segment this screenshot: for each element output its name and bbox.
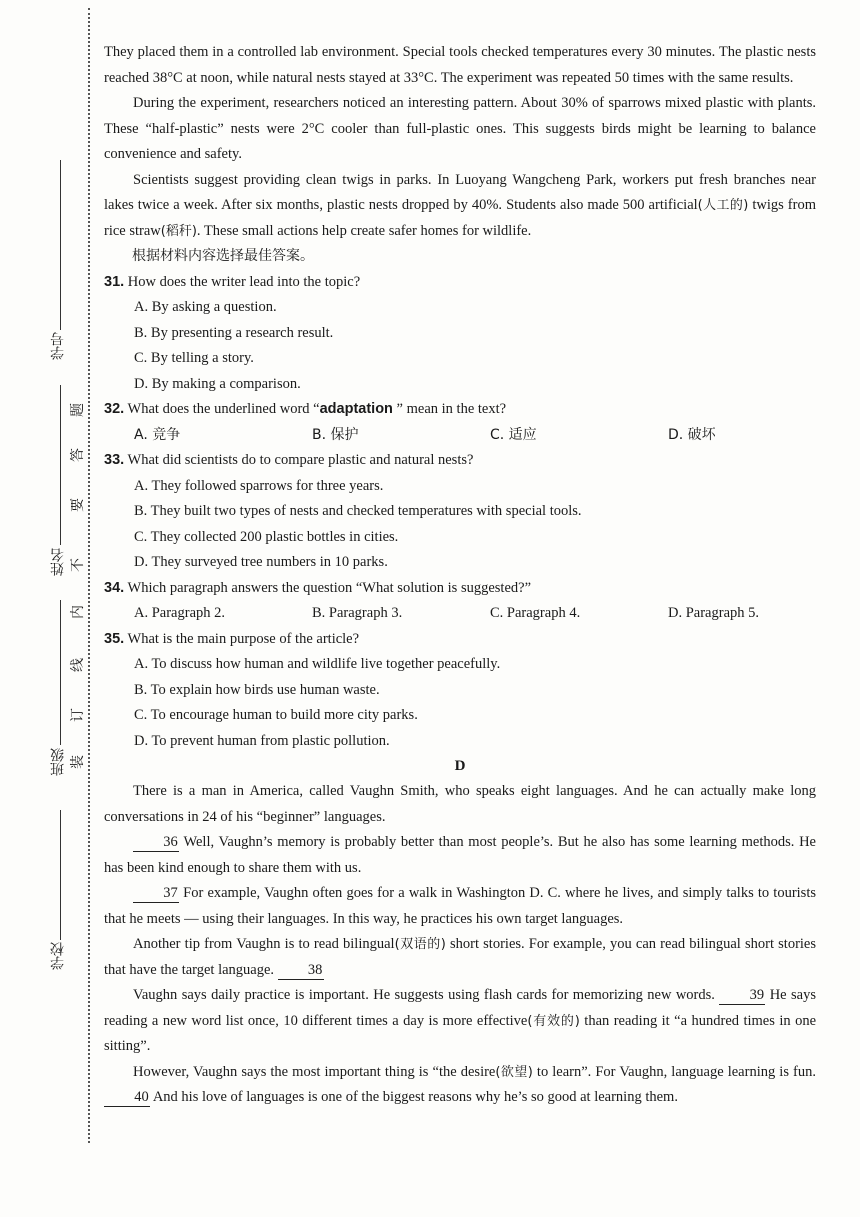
question-32 xyxy=(104,397,816,448)
cn-gloss: (双语的) xyxy=(394,937,446,952)
option-c[interactable]: C. Paragraph 4. xyxy=(490,605,581,621)
warning-char: 不 xyxy=(70,558,86,572)
text-run: than reading it “a hundred times in one sitting”. xyxy=(104,1012,816,1054)
name-line xyxy=(60,385,61,545)
blank-36[interactable]: 36 xyxy=(133,833,179,852)
question-35 xyxy=(104,627,816,755)
warning-char: 题 xyxy=(70,403,86,417)
option-a[interactable]: A. To discuss how human and wildlife live together peacefully. xyxy=(134,656,501,672)
text-run: . These small actions help create safer homes for wildlife. xyxy=(196,222,532,239)
text-run: to learn”. For Vaughn, language learning is fun. xyxy=(532,1063,816,1080)
question-34 xyxy=(104,576,816,627)
cn-gloss: (欲望) xyxy=(495,1064,533,1080)
option-b[interactable]: B. They built two types of nests and checked temperatures with special tools. xyxy=(134,503,582,519)
student-id-label: 学号 xyxy=(50,332,66,360)
passage-paragraph xyxy=(104,881,816,932)
text-run: He says reading a new word list once, 10 different times a day is more effective xyxy=(104,987,816,1029)
passage-paragraph xyxy=(104,983,816,1060)
passage-paragraph: There is a man in America, called Vaughn Smith, who speaks eight languages. And he can actually make long conversations in 24 of his “beginner” languages. xyxy=(104,783,816,825)
text-run: And his love of languages is one of the biggest reasons why he’s so good at learning them. xyxy=(150,1089,678,1105)
option-d[interactable]: D. Paragraph 5. xyxy=(668,605,760,621)
passage-paragraph xyxy=(104,932,816,983)
option-b[interactable]: B. To explain how birds use human waste. xyxy=(134,681,380,698)
question-33 xyxy=(104,448,816,576)
option-a[interactable]: A. 竞争 xyxy=(134,426,181,443)
question-number: 33. xyxy=(104,452,125,468)
blank-40[interactable]: 40 xyxy=(104,1088,150,1107)
school-label: 学校 xyxy=(50,942,66,970)
passage-paragraph xyxy=(104,1060,816,1111)
question-text: What does the underlined word “ xyxy=(127,401,320,417)
binding-margin xyxy=(0,0,100,1217)
blank-37[interactable]: 37 xyxy=(133,884,179,903)
page-content xyxy=(104,40,816,1111)
question-text: ” mean in the text? xyxy=(392,401,507,417)
option-b[interactable]: B. By presenting a research result. xyxy=(134,324,334,341)
class-line xyxy=(60,600,61,745)
option-c[interactable]: C. To encourage human to build more city parks. xyxy=(134,707,418,723)
blank-38[interactable]: 38 xyxy=(278,961,324,980)
option-a[interactable]: A. Paragraph 2. xyxy=(134,605,226,621)
question-text: How does the writer lead into the topic? xyxy=(127,273,361,290)
question-text: Which paragraph answers the question “What solution is suggested?” xyxy=(127,579,532,596)
blank-39[interactable]: 39 xyxy=(719,986,765,1005)
option-c[interactable]: C. 适应 xyxy=(490,426,537,443)
question-31 xyxy=(104,270,816,398)
warning-char: 内 xyxy=(70,605,86,619)
text-run: For example, Vaughn often goes for a walk in Washington D. C. where he lives, and simply talks to tourists that he meets — using their languages. In this way, he practices his own target languages. xyxy=(104,885,816,927)
school-line xyxy=(60,810,61,940)
warning-char: 订 xyxy=(70,708,86,722)
warning-char: 线 xyxy=(70,658,86,672)
warning-char: 要 xyxy=(70,498,86,512)
question-number: 34. xyxy=(104,579,125,596)
option-b[interactable]: B. 保护 xyxy=(312,426,359,443)
passage-paragraph: They placed them in a controlled lab environment. Special tools checked temperatures every 30 minutes. The plastic nests reached 38°C at noon, while natural nests stayed at 33°C. The experiment was repeated 50 times with the same results. xyxy=(104,44,816,86)
warning-char: 答 xyxy=(70,448,86,462)
question-text: What is the main purpose of the article? xyxy=(127,630,360,647)
option-c[interactable]: C. By telling a story. xyxy=(134,350,254,366)
binding-dotted-line xyxy=(88,8,90,1143)
option-b[interactable]: B. Paragraph 3. xyxy=(312,605,403,621)
warning-char: 装 xyxy=(70,755,86,769)
class-label: 班级 xyxy=(50,748,66,776)
passage-paragraph: During the experiment, researchers noticed an interesting pattern. About 30% of sparrows mixed plastic with plants. These “half-plastic” nests were 2°C cooler than full-plastic ones. This suggests birds might be learning to balance convenience and safety. xyxy=(104,95,816,162)
text-run: Scientists suggest providing clean twigs in parks. In Luoyang Wangcheng Park, workers put fresh branches near lakes twice a week. After six months, plastic nests dropped by 40%. Students also made 500 artificial xyxy=(104,171,816,213)
option-a[interactable]: A. They followed sparrows for three years. xyxy=(134,477,384,494)
text-run: short stories. For example, you can read bilingual short stories that have the target language. xyxy=(104,936,817,978)
question-text: What did scientists do to compare plastic and natural nests? xyxy=(127,452,474,468)
option-d[interactable]: D. By making a comparison. xyxy=(134,375,301,392)
option-d[interactable]: D. 破坏 xyxy=(668,426,716,443)
text-run: twigs from rice straw xyxy=(104,197,816,239)
cn-gloss: (有效的) xyxy=(527,1013,580,1029)
passage-paragraph xyxy=(104,168,816,245)
passage-paragraph xyxy=(104,830,816,881)
question-number: 31. xyxy=(104,273,125,290)
option-d[interactable]: D. They surveyed tree numbers in 10 parks. xyxy=(134,554,388,570)
question-number: 35. xyxy=(104,630,125,647)
text-run: Vaughn says daily practice is important. He suggests using flash cards for memorizing new words. xyxy=(133,987,720,1003)
text-run: Well, Vaughn’s memory is probably better than most people’s. But he also has some learning methods. He has been kind enough to share them with us. xyxy=(104,834,816,876)
keyword: adaptation xyxy=(319,401,393,417)
cn-gloss: (人工的) xyxy=(697,198,749,213)
option-c[interactable]: C. They collected 200 plastic bottles in cities. xyxy=(134,528,399,545)
section-title: D xyxy=(454,758,466,774)
instruction: 根据材料内容选择最佳答案。 xyxy=(132,248,314,264)
text-run: However, Vaughn says the most important thing is “the desire xyxy=(133,1063,496,1080)
question-number: 32. xyxy=(104,401,125,417)
option-d[interactable]: D. To prevent human from plastic pollution. xyxy=(134,732,390,749)
text-run: Another tip from Vaughn is to read bilingual xyxy=(133,936,395,952)
option-a[interactable]: A. By asking a question. xyxy=(134,299,277,315)
name-label: 姓名 xyxy=(50,548,66,576)
cn-gloss: (稻秆) xyxy=(160,223,197,239)
student-id-line xyxy=(60,160,61,330)
